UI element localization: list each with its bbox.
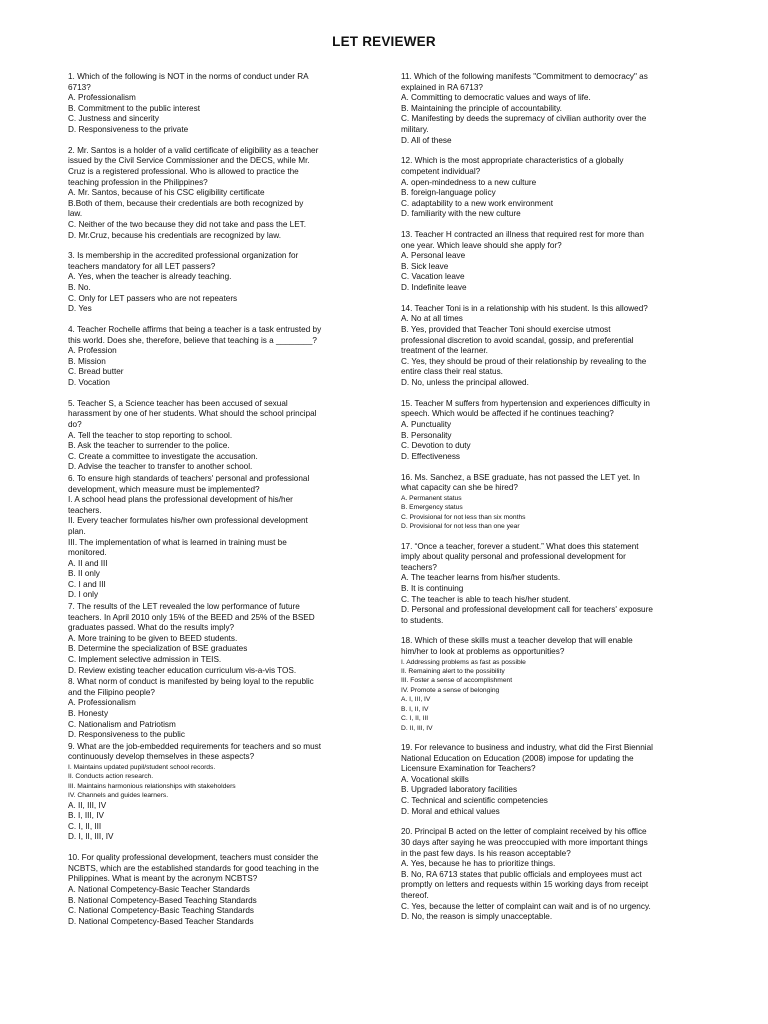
question-line: 10. For quality professional development, teachers must consider the	[68, 853, 319, 863]
question-line: C. Vacation leave	[401, 272, 465, 282]
question-line: continuously develop themselves in these aspects?	[68, 752, 255, 762]
question-line: A. II, III, IV	[68, 800, 107, 810]
question-line: 12. Which is the most appropriate characteristics of a globally	[401, 156, 624, 166]
question-line: A. open-mindedness to a new culture	[401, 177, 537, 187]
question-line: B. Sick leave	[401, 261, 449, 271]
question-line: plan.	[68, 526, 86, 536]
question-line: A. Profession	[68, 346, 117, 356]
question-line: C. Technical and scientific competencies	[401, 796, 548, 806]
question-block	[68, 742, 374, 843]
question-line: B. Yes, provided that Teacher Toni should exercise utmost	[401, 325, 611, 335]
question-line: C. Create a committee to investigate the accusation.	[68, 451, 258, 461]
question-line: D. II, III, IV	[401, 724, 433, 732]
question-line: D. No, the reason is simply unacceptable.	[401, 912, 553, 922]
question-line: 9. What are the job-embedded requirements for teachers and so must	[68, 741, 322, 751]
question-line: to students.	[401, 615, 444, 625]
question-line: 11. Which of the following manifests "Commitment to democracy" as	[401, 72, 648, 81]
question-line: promptly on letters and requests within 15 working days from receipt	[401, 880, 649, 890]
question-block	[68, 146, 374, 241]
question-line: C. Yes, because the letter of complaint can wait and is of no urgency.	[401, 901, 651, 911]
question-block	[401, 636, 707, 732]
question-block	[401, 743, 707, 817]
question-line: entire class their real status.	[401, 367, 503, 377]
question-line: treatment of the learner.	[401, 346, 488, 356]
question-block	[401, 156, 707, 220]
question-line: D. Provisional for not less than one year	[401, 522, 520, 530]
question-line: A. Personal leave	[401, 251, 466, 261]
question-line: speech. Which would be affected if he continues teaching?	[401, 409, 614, 419]
question-line: D. familiarity with the new culture	[401, 209, 521, 219]
question-line: D. Vocation	[68, 378, 110, 387]
question-line: development, which measure must be implemented?	[68, 484, 260, 494]
question-block	[401, 304, 707, 389]
question-line: 20. Principal B acted on the letter of complaint received by his office	[401, 827, 647, 837]
question-line: competent individual?	[401, 166, 481, 176]
question-line: 13. Teacher H contracted an illness that required rest for more than	[401, 230, 644, 240]
question-line: A. Yes, because he has to prioritize things.	[401, 859, 556, 869]
question-line: A. Yes, when the teacher is already teaching.	[68, 272, 232, 282]
question-line: C. Devotion to duty	[401, 441, 471, 451]
right-question-column	[401, 72, 707, 933]
question-line: B. No, RA 6713 states that public officials and employees must act	[401, 869, 642, 879]
question-line: D. Personal and professional development call for teachers' exposure	[401, 605, 653, 615]
question-line: B.Both of them, because their credentials are both recognized by	[68, 198, 304, 208]
question-line: B. Personality	[401, 430, 452, 440]
question-line: B. Maintaining the principle of accountability.	[401, 103, 562, 113]
question-line: D. Yes	[68, 304, 92, 314]
question-line: professional discretion to avoid scandal, gossip, and preferential	[401, 335, 634, 345]
question-line: B. Honesty	[68, 709, 109, 718]
question-block	[68, 853, 374, 927]
question-line: A. I, III, IV	[401, 696, 431, 704]
question-line: D. Moral and ethical values	[401, 806, 500, 816]
question-line: B. Upgraded laboratory facilities	[401, 785, 518, 795]
question-line: D. Advise the teacher to transfer to another school.	[68, 462, 253, 472]
question-line: teaching profession in the Philippines?	[68, 177, 208, 187]
question-line: D. Indefinite leave	[401, 283, 467, 293]
question-line: B. Mission	[68, 356, 106, 366]
question-line: harassment by one of her students. What should the school principal	[68, 409, 317, 419]
question-line: III. The implementation of what is learned in training must be	[68, 537, 287, 547]
question-line: what capacity can she be hired?	[401, 483, 518, 493]
question-block	[68, 72, 374, 136]
question-line: C. Yes, they should be proud of their relationship by revealing to the	[401, 356, 647, 366]
question-line: C. adaptability to a new work environment	[401, 198, 554, 208]
question-line: A. Professionalism	[68, 93, 136, 103]
question-line: C. Only for LET passers who are not repeaters	[68, 293, 238, 303]
question-line: C. I, II, III	[68, 821, 102, 831]
page-title: LET REVIEWER	[332, 34, 436, 49]
question-line: do?	[68, 419, 82, 429]
question-line: 30 days after saying he was preoccupied with more important things	[401, 838, 648, 848]
question-block	[68, 602, 374, 676]
question-line: Licensure Examination for Teachers?	[401, 764, 536, 774]
question-line: II. Conducts action research.	[68, 773, 154, 781]
question-line: this world. Does she, therefore, believe that teaching is a ________?	[68, 335, 317, 345]
question-line: C. Neither of the two because they did not take and pass the LET.	[68, 219, 307, 229]
question-line: IV. Channels and guides learners.	[68, 792, 169, 800]
question-line: issued by the Civil Service Commissioner and the DECS, while Mr.	[68, 156, 310, 166]
question-line: A. No at all times	[401, 314, 463, 324]
question-line: A. National Competency-Basic Teacher Standards	[68, 884, 250, 894]
question-line: A. Permanent status	[401, 494, 462, 502]
question-line: A. Committing to democratic values and ways of life.	[401, 93, 591, 103]
question-line: 16. Ms. Sanchez, a BSE graduate, has not passed the LET yet. In	[401, 472, 640, 482]
question-line: II. Every teacher formulates his/her own professional development	[68, 516, 308, 526]
question-block	[401, 542, 707, 627]
question-line: A. Mr. Santos, because of his CSC eligibility certificate	[68, 188, 265, 198]
question-line: D. Review existing teacher education curriculum vis-a-vis TOS.	[68, 665, 297, 675]
question-line: B. I, II, IV	[401, 705, 429, 713]
question-line: A. Tell the teacher to stop reporting to school.	[68, 430, 233, 440]
question-line: 2. Mr. Santos is a holder of a valid certificate of eligibility as a teacher	[68, 145, 319, 155]
question-line: D. Responsiveness to the public	[68, 730, 185, 740]
question-block	[68, 399, 374, 473]
question-line: D. Effectiveness	[401, 451, 461, 461]
question-line: 17. “Once a teacher, forever a student.” What does this statement	[401, 541, 639, 551]
question-line: III. Foster a sense of accomplishment	[401, 677, 513, 685]
question-line: B. II only	[68, 569, 100, 579]
question-line: C. Justness and sincerity	[68, 114, 160, 124]
question-line: teachers. In April 2010 only 15% of the BEED and 25% of the BSED	[68, 612, 315, 622]
question-line: explained in RA 6713?	[401, 82, 483, 92]
question-block	[401, 399, 707, 463]
question-line: D. I, II, III, IV	[68, 832, 114, 842]
question-line: D. Mr.Cruz, because his credentials are recognized by law.	[68, 230, 281, 240]
question-line: 1. Which of the following is NOT in the norms of conduct under RA	[68, 72, 309, 81]
question-line: III. Maintains harmonious relationships with stakeholders	[68, 782, 236, 790]
question-line: IV. Promote a sense of belonging	[401, 686, 500, 694]
question-line: D. Responsiveness to the private	[68, 124, 189, 134]
question-block	[401, 72, 707, 146]
question-line: imply about quality personal and professional development for	[401, 552, 626, 562]
question-line: teachers mandatory for all LET passers?	[68, 261, 216, 271]
question-block	[68, 325, 374, 389]
question-line: one year. Which leave should she apply for?	[401, 240, 562, 250]
question-block	[68, 677, 374, 741]
question-line: B. Emergency status	[401, 504, 463, 512]
question-line: D. National Competency-Based Teacher Standards	[68, 916, 254, 926]
question-line: D. I only	[68, 590, 99, 600]
question-line: C. The teacher is able to teach his/her student.	[401, 594, 571, 604]
question-line: 6. To ensure high standards of teachers' personal and professional	[68, 473, 310, 483]
question-line: and the Filipino people?	[68, 687, 155, 697]
question-line: C. I, II, III	[401, 715, 429, 723]
question-line: military.	[401, 124, 429, 134]
question-line: teachers?	[401, 562, 437, 572]
question-line: B. I, III, IV	[68, 811, 104, 821]
question-line: monitored.	[68, 548, 107, 558]
question-line: D. No, unless the principal allowed.	[401, 378, 529, 387]
question-line: B. Commitment to the public interest	[68, 103, 200, 113]
question-line: I. Maintains updated pupil/student school records.	[68, 763, 216, 771]
question-line: A. II and III	[68, 558, 108, 568]
question-line: in the past few days. Is his reason acceptable?	[401, 848, 571, 858]
question-block	[401, 473, 707, 532]
question-line: 18. Which of these skills must a teacher develop that will enable	[401, 636, 633, 646]
question-line: 6713?	[68, 82, 91, 92]
question-line: C. Bread butter	[68, 367, 124, 377]
question-line: graduates passed. What do the results imply?	[68, 623, 235, 633]
question-block	[68, 474, 374, 601]
question-line: B. National Competency-Based Teaching Standards	[68, 895, 257, 905]
question-line: C. Implement selective admission in TEIS.	[68, 655, 222, 665]
question-line: B. No.	[68, 283, 91, 293]
question-line: B. foreign-language policy	[401, 188, 496, 198]
question-line: law.	[68, 209, 83, 219]
question-line: NCBTS, which are the established standards for good teaching in the	[68, 863, 319, 873]
question-line: 15. Teacher M suffers from hypertension and experiences difficulty in	[401, 398, 650, 408]
question-line: B. Ask the teacher to surrender to the police.	[68, 441, 230, 451]
question-block	[68, 251, 374, 315]
question-line: C. Nationalism and Patriotism	[68, 719, 176, 729]
question-line: Cruz is a registered professional. Who is allowed to practice the	[68, 166, 299, 176]
question-line: 3. Is membership in the accredited professional organization for	[68, 251, 299, 261]
question-block	[401, 827, 707, 922]
question-line: I. Addressing problems as fast as possible	[401, 658, 526, 666]
question-line: thereof.	[401, 891, 429, 900]
question-line: him/her to look at problems as opportunities?	[401, 647, 565, 657]
question-line: C. Manifesting by deeds the supremacy of civilian authority over the	[401, 114, 647, 124]
question-line: I. A school head plans the professional development of his/her	[68, 495, 293, 505]
question-line: A. Punctuality	[401, 419, 452, 429]
question-line: II. Remaining alert to the possibility	[401, 668, 505, 676]
question-line: 8. What norm of conduct is manifested by being loyal to the republic	[68, 677, 314, 687]
question-line: National Education on Education (2008) impose for updating the	[401, 753, 634, 763]
question-line: 7. The results of the LET revealed the low performance of future	[68, 602, 300, 612]
question-line: teachers.	[68, 505, 102, 515]
question-line: 5. Teacher S, a Science teacher has been accused of sexual	[68, 398, 288, 408]
question-line: 19. For relevance to business and industry, what did the First Biennial	[401, 743, 653, 753]
question-line: C. I and III	[68, 579, 106, 589]
question-line: B. It is continuing	[401, 583, 464, 593]
question-line: A. Vocational skills	[401, 774, 469, 784]
question-line: A. The teacher learns from his/her students.	[401, 573, 561, 583]
question-line: B. Determine the specialization of BSE graduates	[68, 644, 248, 654]
question-line: D. All of these	[401, 135, 452, 145]
question-line: Philippines. What is meant by the acronym NCBTS?	[68, 874, 258, 884]
question-block	[401, 230, 707, 294]
question-line: A. More training to be given to BEED students.	[68, 633, 238, 643]
question-line: A. Professionalism	[68, 698, 136, 708]
question-line: C. National Competency-Basic Teaching Standards	[68, 906, 254, 916]
question-line: C. Provisional for not less than six months	[401, 513, 526, 521]
question-line: 14. Teacher Toni is in a relationship with his student. Is this allowed?	[401, 303, 648, 313]
left-question-column	[68, 72, 374, 938]
question-line: 4. Teacher Rochelle affirms that being a teacher is a task entrusted by	[68, 325, 322, 335]
